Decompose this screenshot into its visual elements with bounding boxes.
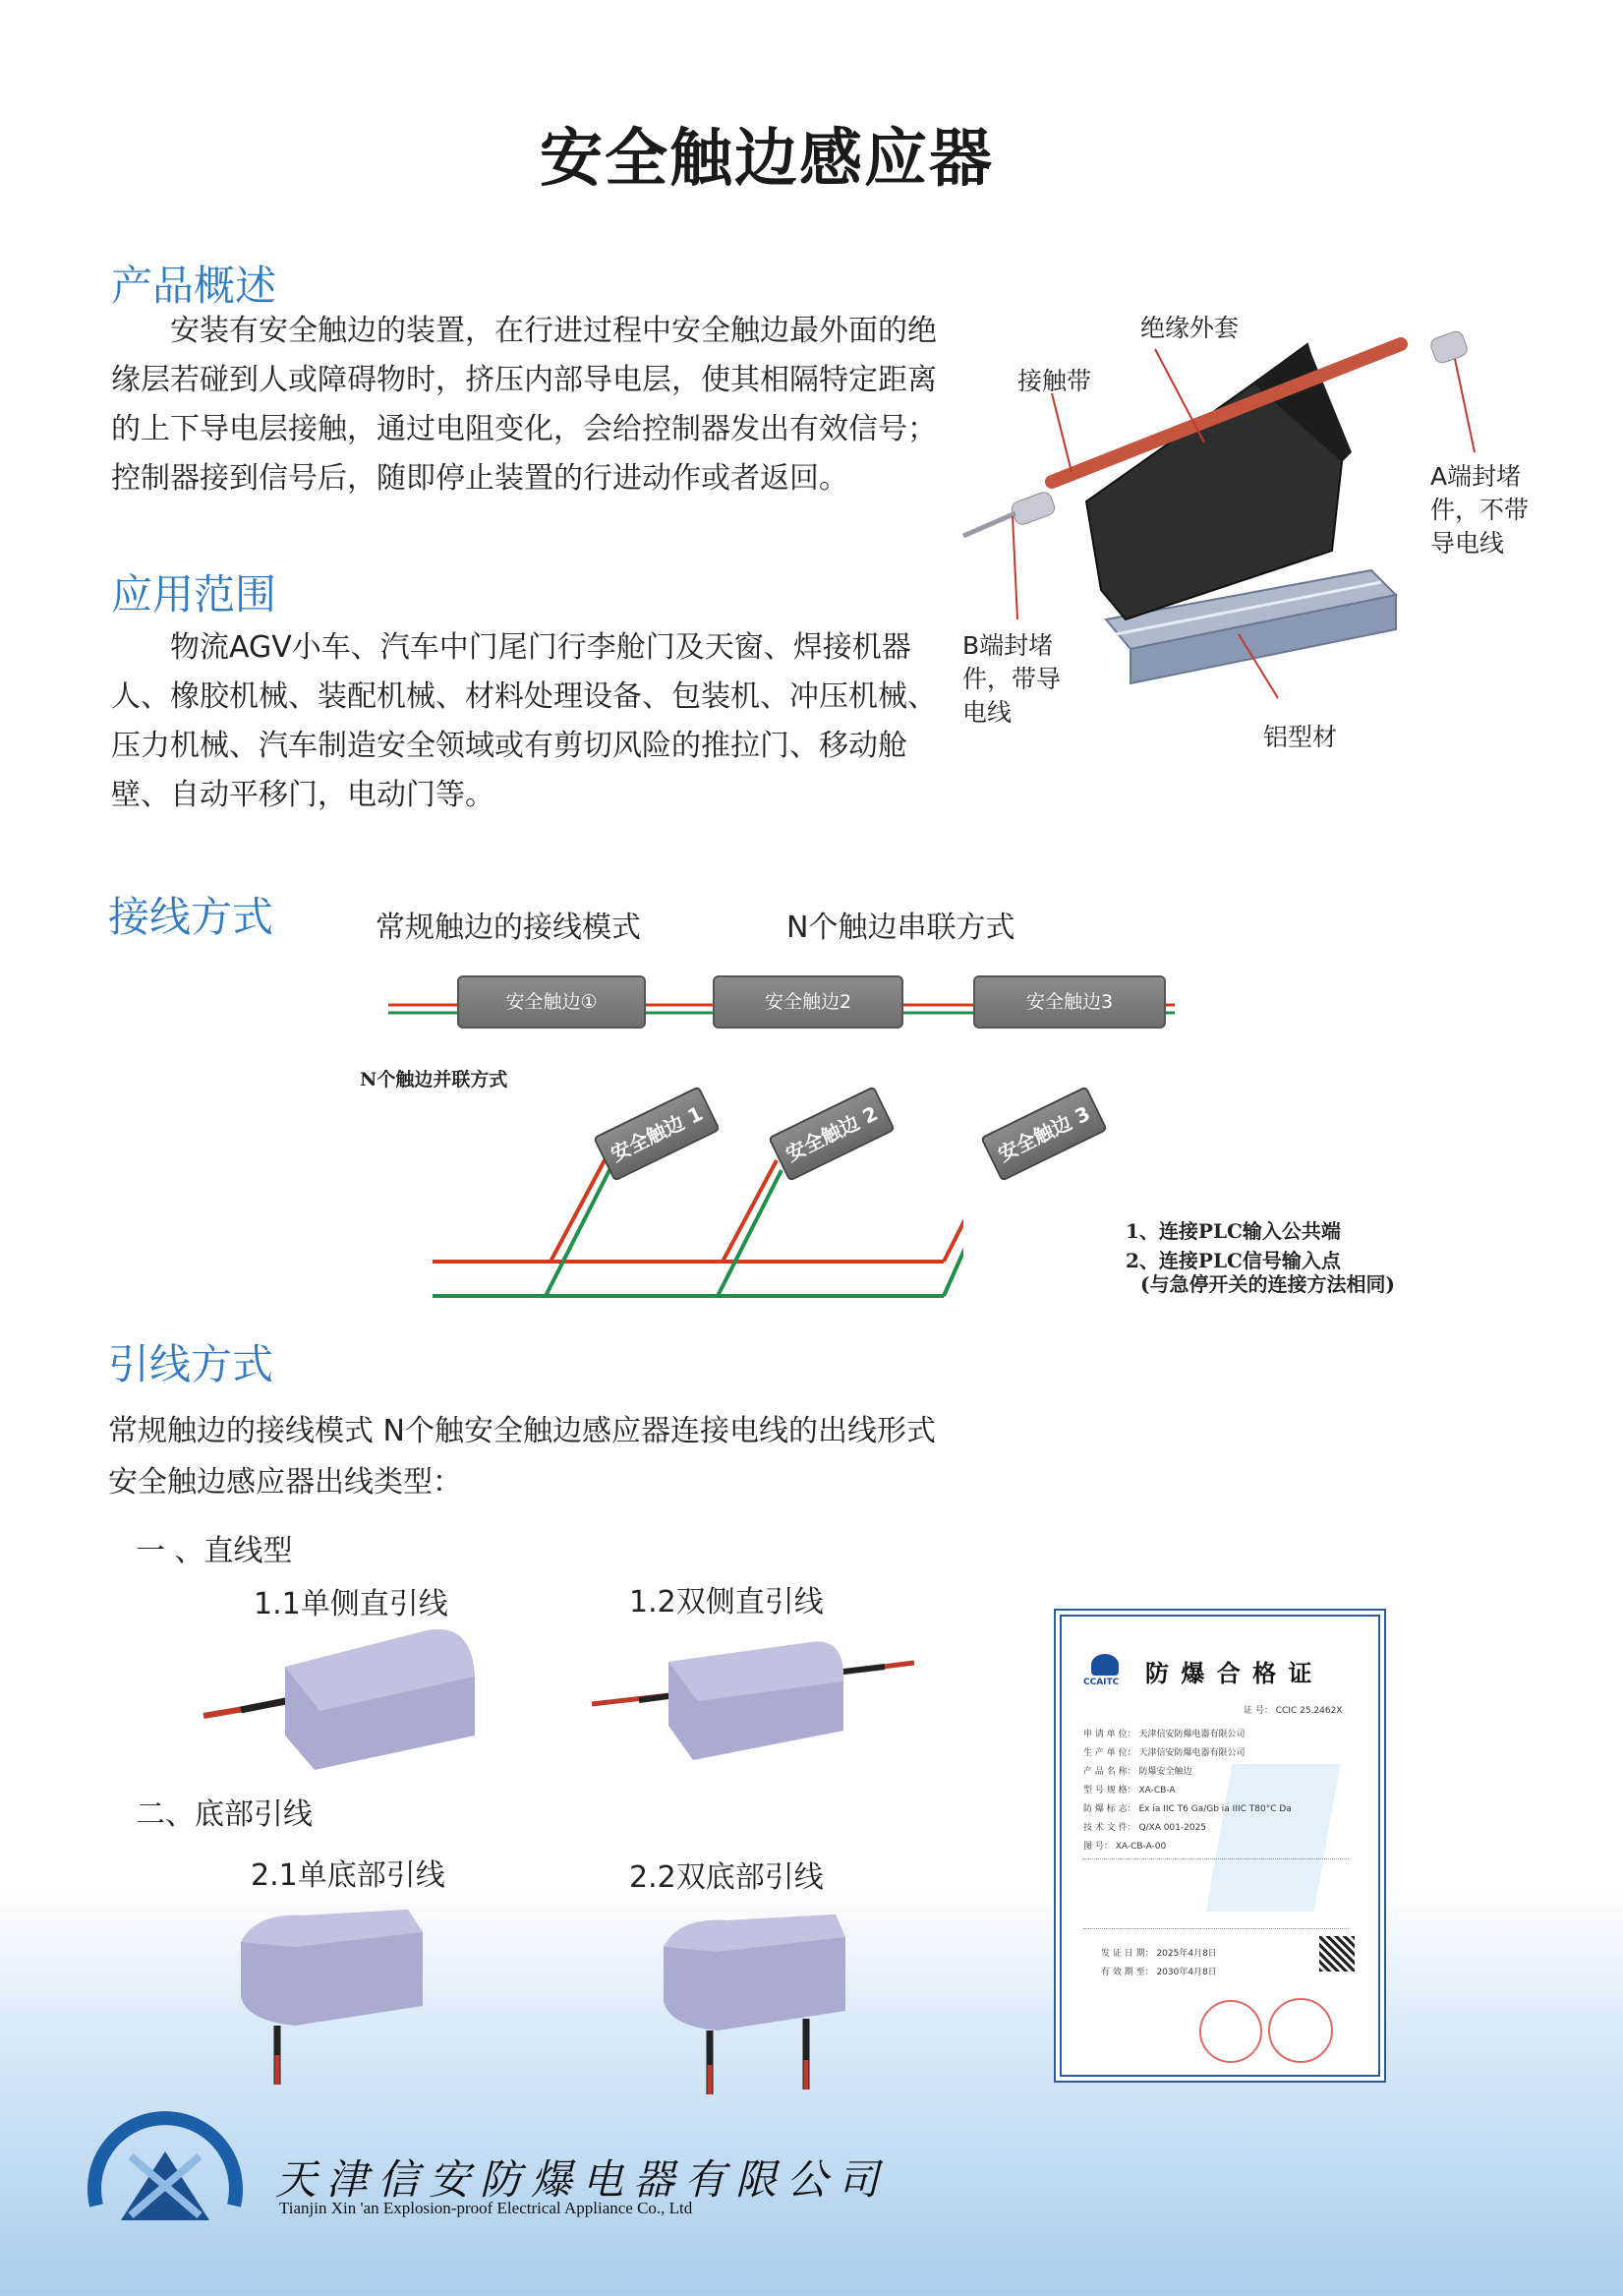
parallel-edge-box: 安全触边 3 <box>980 1086 1108 1182</box>
certificate-row: 申 请 单 位： 天津信安防爆电器有限公司 <box>1083 1730 1246 1739</box>
certificate-row: 防 爆 标 志： Ex ia IIC T6 Ga/Gb ia IIIC T80°C Da <box>1083 1804 1292 1814</box>
certificate-notes-block <box>1083 1858 1349 1929</box>
certificate-row: 产 品 名 称： 防爆安全触边 <box>1083 1767 1192 1777</box>
label-contact-strip: 接触带 <box>1017 367 1092 395</box>
certificate-number: 证 号： CCIC 25.2462X <box>1244 1706 1343 1716</box>
label-b-end-cap: B端封堵件，带导电线 <box>962 631 1062 727</box>
plc-note-3: (与急停开关的连接方法相同) <box>1140 1272 1395 1296</box>
application-text: 物流AGV小车、汽车中门尾门行李舱门及天窗、焊接机器人、橡胶机械、装配机械、材料处理设备、包装机、冲压机械、压力机械、汽车制造安全领域或有剪切风险的推拉门、移动舱壁、自动平移门，电动门等。 <box>111 630 937 812</box>
label-aluminum-profile: 铝型材 <box>1263 723 1338 751</box>
leads-desc-1: 常规触边的接线模式 N个触安全触边感应器连接电线的出线形式 <box>108 1414 936 1448</box>
label-a-end-cap: A端封堵件，不带导电线 <box>1430 462 1530 558</box>
certificate-row: 型 号 规 格： XA-CB-A <box>1083 1786 1176 1796</box>
overview-heading: 产品概述 <box>111 262 277 310</box>
qr-code-icon <box>1319 1936 1355 1972</box>
certificate-valid-date: 有 效 期 至： 2030年4月8日 <box>1101 1968 1217 1977</box>
lead-type-2-1: 2.1单底部引线 <box>251 1858 445 1893</box>
lead-type-2-2: 2.2双底部引线 <box>629 1860 824 1895</box>
certificate-row: 图 号： XA-CB-A-00 <box>1083 1842 1167 1852</box>
series-edge-box: 安全触边2 <box>713 975 903 1029</box>
leads-heading: 引线方式 <box>108 1340 274 1388</box>
certificate-logo-icon <box>1091 1654 1119 1676</box>
page-title: 安全触边感应器 <box>540 123 994 196</box>
certificate-seal <box>1199 2000 1262 2063</box>
company-logo-icon <box>87 2102 244 2235</box>
parallel-edge-box: 安全触边 2 <box>768 1086 896 1182</box>
parallel-title: N个触边并联方式 <box>360 1069 508 1090</box>
certificate-title: 防 爆 合 格 证 <box>1145 1660 1314 1687</box>
wiring-mode-conventional: 常规触边的接线模式 <box>376 911 641 945</box>
certificate-issue-date: 发 证 日 期： 2025年4月8日 <box>1101 1949 1217 1959</box>
series-edge-box: 安全触边① <box>457 975 646 1029</box>
product-exploded-diagram <box>958 295 1548 757</box>
plc-note-1: 1、连接PLC输入公共端 <box>1126 1219 1341 1243</box>
lead-type-straight: 一 、直线型 <box>136 1534 293 1568</box>
overview-text: 安装有安全触边的装置，在行进过程中安全触边最外面的绝缘层若碰到人或障碍物时，挤压内部导电层，使其相隔特定距离的上下导电层接触，通过电阻变化，会给控制器发出有效信号；控制器接到信号后，随即停止装置的行进动作或者返回。 <box>111 314 937 496</box>
double-bottom-lead-product <box>659 1913 855 2094</box>
certificate-row: 生 产 单 位： 天津信安防爆电器有限公司 <box>1083 1748 1246 1758</box>
leads-desc-2: 安全触边感应器出线类型： <box>108 1465 462 1500</box>
double-straight-lead-product <box>590 1637 924 1775</box>
lead-type-1-1: 1.1单侧直引线 <box>254 1587 448 1621</box>
lead-type-bottom: 二、底部引线 <box>136 1797 313 1832</box>
plc-note-2: 2、连接PLC信号输入点 <box>1126 1249 1341 1272</box>
company-name-en: Tianjin Xin 'an Explosion-proof Electrical Appliance Co., Ltd <box>279 2199 693 2217</box>
parallel-edge-box: 安全触边 1 <box>593 1086 721 1182</box>
application-heading: 应用范围 <box>111 570 277 618</box>
company-name-cn: 天津信安防爆电器有限公司 <box>275 2155 890 2204</box>
label-outer-sleeve: 绝缘外套 <box>1140 314 1240 342</box>
certificate-logo: CCAITC <box>1083 1678 1120 1687</box>
single-bottom-lead-product <box>236 1908 433 2085</box>
wiring-heading: 接线方式 <box>108 893 274 941</box>
certificate-seal <box>1268 1998 1333 2063</box>
lead-type-1-2: 1.2双侧直引线 <box>629 1585 824 1619</box>
single-straight-lead-product <box>202 1622 487 1770</box>
certificate-row: 技 术 文 件： Q/XA 001-2025 <box>1083 1823 1207 1833</box>
parallel-wiring-lines <box>433 1131 963 1308</box>
explosion-proof-certificate <box>1060 1615 1380 2077</box>
wiring-mode-series: N个触边串联方式 <box>786 911 1015 945</box>
series-edge-box: 安全触边3 <box>973 975 1166 1029</box>
